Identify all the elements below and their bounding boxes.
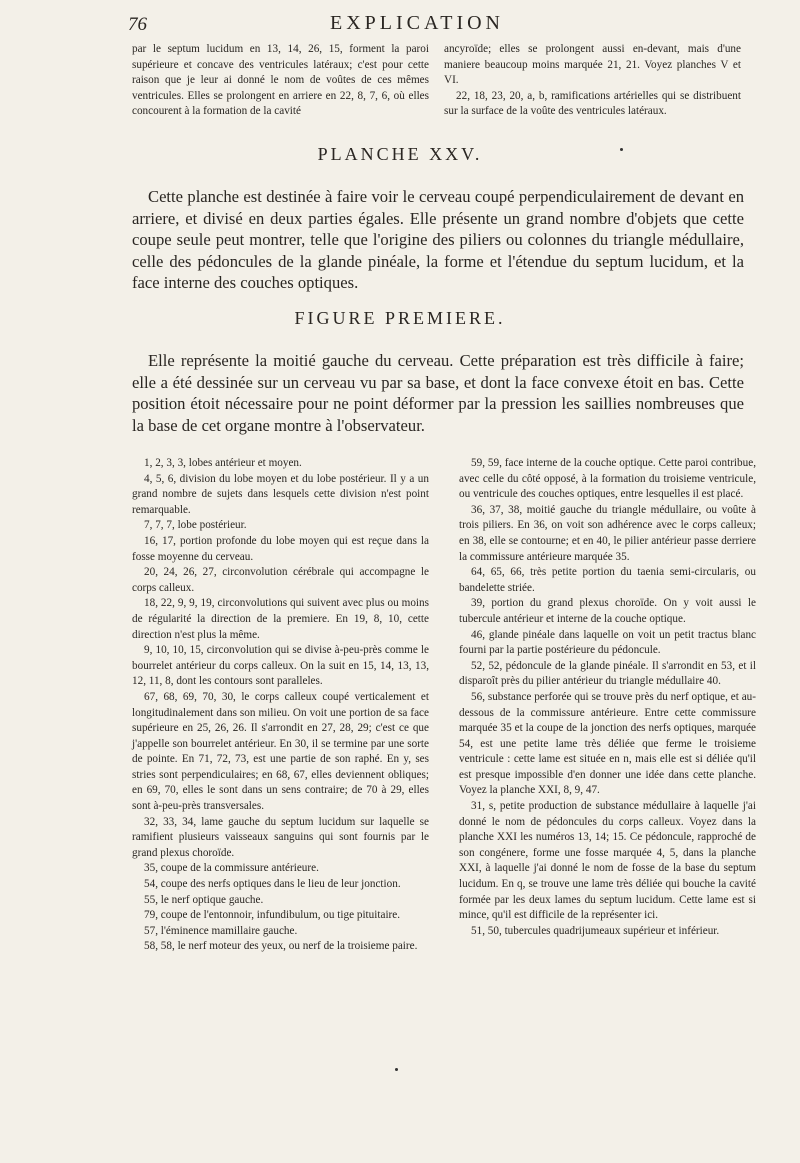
legend-entry: 1, 2, 3, 3, lobes antérieur et moyen. [144, 457, 302, 469]
legend-entry: 51, 50, tubercules quadrijumeaux supérieur et inférieur. [471, 924, 720, 937]
legend-entry: 16, 17, portion profonde du lobe moyen qui est reçue dans la fosse moyenne du cerveau. [132, 534, 429, 563]
top-right-paragraph: 22, 18, 23, 20, a, b, ramifications artérielles qui se distribuent sur la surface de la voûte des ventricules latéraux. [444, 89, 741, 118]
legend-entry: 46, glande pinéale dans laquelle on voit un petit tractus blanc fourni par la partie postérieure du pédoncule. [459, 628, 756, 657]
legend-entry: 57, l'éminence mamillaire gauche. [144, 924, 298, 937]
legend-entry: 36, 37, 38, moitié gauche du triangle médullaire, ou voûte à trois piliers. En 36, on voit son adhérence avec le corps calleux; en 38, elle se contourne; et en 40, le pilier antérieur passe derriere la commissure antérieure marquée 35. [459, 503, 756, 563]
legend-entry: 79, coupe de l'entonnoir, infundibulum, ou tige pituitaire. [144, 909, 401, 922]
legend-entry: 59, 59, face interne de la couche optique. Cette paroi contribue, avec celle du côté opposé, à la formation du troisieme ventricule, ou ventricule des couches optiques, entre lesquelles il est placé. [459, 457, 756, 501]
legend-entry: 31, s, petite production de substance médullaire à laquelle j'ai donné le nom de pédoncules du corps calleux. Voyez dans la planche XXI les numéros 13, 14; 15. Ce pédoncule, rapproché de son congénere, forme une fosse marquée 4, 5, dans la planche XXI, à laquelle j'ai donné le nom de fosse de la base du septum lucidum. En q, se trouve une lame très déliée qui bouche la cavité formée par les deux lames du septum lucidum. Cette lame est si mince, qu'il est difficile de la représenter ici. [459, 800, 756, 922]
running-title: EXPLICATION [330, 12, 504, 34]
top-right-paragraph: ancyroïde; elles se prolongent aussi en-devant, mais d'une maniere beaucoup moins marquée 21, 21. Voyez planches V et VI. [444, 43, 741, 87]
legend-entry: 67, 68, 69, 70, 30, le corps calleux coupé verticalement et longitudinalement dans son milieu. On voit une portion de sa face supérieure en 25, 26, 26. Il s'arrondit en 27, 28, 29; c'est ce que j'appelle son bourrelet antérieur. En 30, il se termine par une sorte de pointe. En 71, 72, 73, est une partie de son raphé. En y, ses stries sont perpendiculaires; en 68, 67, elles deviennent obliques; en 69, 70, elles le sont dans un sens contraire; de 70 à 29, elles sont à-peu-près transversales. [132, 690, 429, 813]
legend-entry: 56, substance perforée qui se trouve près du nerf optique, et au-dessous de la commissure antérieure. Entre cette commissure marquée 35 et la coupe de la jonction des nerfs optiques, marquée 54, est une petite lame très déliée que ferme le troisieme ventricule : cette lame est située en n, mais elle est si déliée qu'il est presque impossible d'en donner une idée dans cette planche. Voyez la planche XXI, 8, 9, 47. [459, 690, 756, 797]
figure-heading: FIGURE PREMIERE. [294, 308, 506, 328]
plate-heading: PLANCHE XXV. [317, 144, 483, 164]
legend-entry: 20, 24, 26, 27, circonvolution cérébrale qui accompagne le corps calleux. [132, 566, 429, 594]
legend-entry: 32, 33, 34, lame gauche du septum lucidum sur laquelle se ramifient plusieurs vaisseaux sanguins qui sont fournis par le grand plexus choroïde. [132, 815, 429, 859]
plate-intro: Cette planche est destinée à faire voir le cerveau coupé perpendiculairement de devant en arriere, et divisé en deux parties égales. Elle présente un grand nombre d'objets que cette coupe seule peut montrer, telle que l'origine des piliers ou colonnes du triangle médullaire, celle des pédoncules de la glande pinéale, la forme et l'étendue du septum lucidum, et la face interne des couches optiques. [132, 187, 744, 293]
figure-intro: Elle représente la moitié gauche du cerveau. Cette préparation est très difficile à faire; elle a été dessinée sur un cerveau vu par sa base, et dont la face convexe étoit en bas. Cette position étoit nécessaire pour ne point déformer par la pression les saillies nombreuses que la base de cet organe montre à l'observateur. [132, 351, 744, 435]
top-left-column [132, 42, 429, 120]
legend-entry: 4, 5, 6, division du lobe moyen et du lobe postérieur. Il y a un grand nombre de sujets dans lesquels cette division n'est point remarquable. [132, 472, 429, 516]
legend-entry: 64, 65, 66, très petite portion du taenia semi-circularis, ou bandelette striée. [459, 566, 756, 594]
page-number: 76 [128, 14, 147, 35]
ink-speck [395, 1068, 398, 1071]
top-right-column [444, 42, 741, 120]
legend-left-column [132, 456, 429, 955]
legend-entry: 55, le nerf optique gauche. [144, 893, 264, 906]
legend-entry: 58, 58, le nerf moteur des yeux, ou nerf de la troisieme paire. [144, 940, 418, 953]
legend-entry: 9, 10, 10, 15, circonvolution qui se divise à-peu-près comme le bourrelet antérieur du corps calleux. On la suit en 15, 14, 13, 13, 12, 11, 8, dont les contours sont paralleles. [132, 644, 429, 688]
ink-speck [620, 148, 623, 151]
legend-entry: 18, 22, 9, 9, 19, circonvolutions qui suivent avec plus ou moins de régularité la direction de la premiere. En 19, 8, 10, cette direction n'est plus la même. [132, 597, 429, 641]
legend-entry: 54, coupe des nerfs optiques dans le lieu de leur jonction. [144, 878, 401, 891]
legend-right-column [459, 456, 756, 939]
legend-entry: 7, 7, 7, lobe postérieur. [144, 519, 247, 532]
legend-entry: 52, 52, pédoncule de la glande pinéale. Il s'arrondit en 53, et il disparoît près du pilier antérieur du triangle médullaire 40. [459, 659, 756, 688]
legend-entry: 35, coupe de la commissure antérieure. [144, 862, 319, 875]
legend-entry: 39, portion du grand plexus choroïde. On y voit aussi le tubercule antérieur et interne de la couche optique. [459, 597, 756, 625]
top-left-paragraph: par le septum lucidum en 13, 14, 26, 15, forment la paroi supérieure et concave des ventricules latéraux; c'est pour cette raison que je leur ai donné le nom de voûtes de ces mêmes ventricules. Elles se prolongent en arriere en 22, 8, 7, 6, où elles concourent à la formation de la cavité [132, 43, 429, 118]
